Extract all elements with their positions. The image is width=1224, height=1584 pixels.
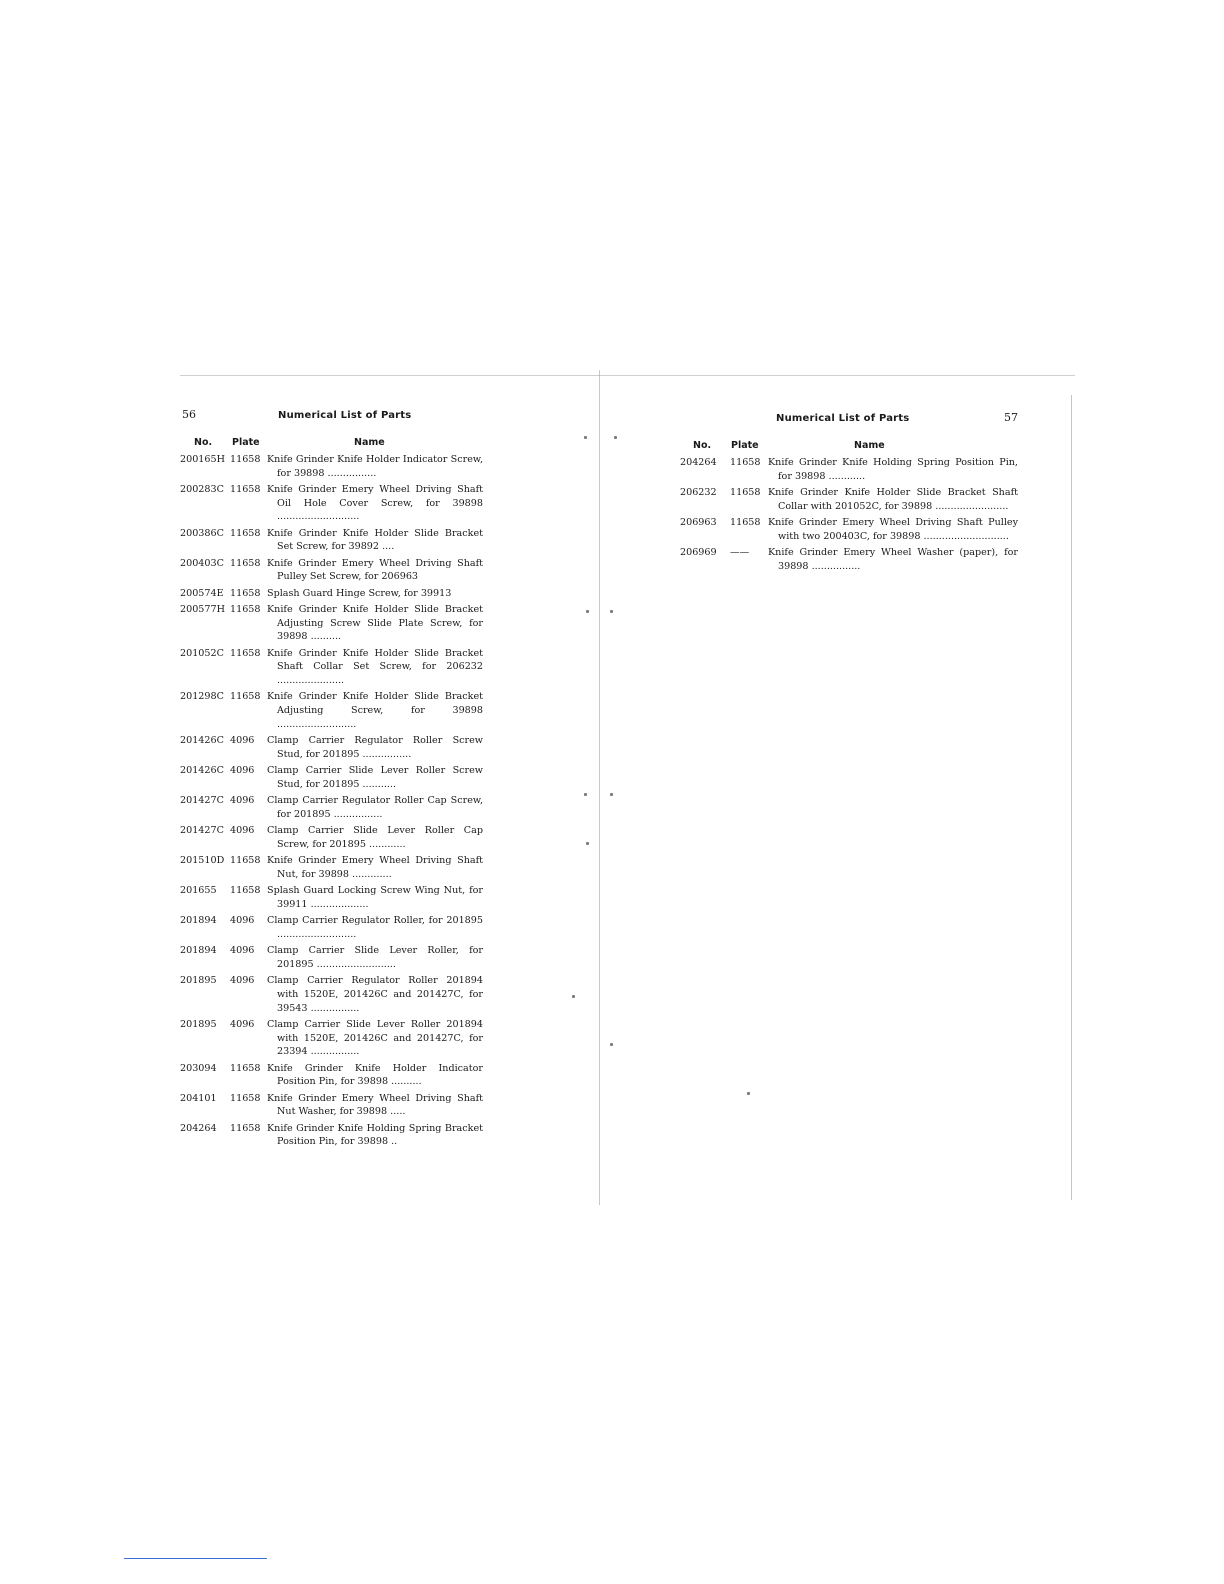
plate-number: 4096 [230, 765, 255, 777]
list-item [178, 944, 483, 971]
list-item [678, 456, 1018, 483]
part-name: Clamp Carrier Slide Lever Roller 201894 with 1520E, 201426C and 201427C, for 23394 ................ [267, 1018, 483, 1058]
plate-number: 4096 [230, 1018, 255, 1030]
part-name: Clamp Carrier Slide Lever Roller Cap Screw, for 201895 ............ [267, 825, 483, 850]
list-item [178, 734, 483, 761]
part-name: Splash Guard Hinge Screw, for 39913 [267, 587, 452, 599]
list-item [178, 647, 483, 688]
part-number: 204101 [180, 1092, 217, 1104]
scan-speck [586, 610, 589, 613]
part-name: Knife Grinder Emery Wheel Driving Shaft Nut Washer, for 39898 ..... [267, 1092, 483, 1118]
part-name: Knife Grinder Knife Holder Indicator Screw, for 39898 ................ [267, 454, 483, 479]
part-number: 200577H [180, 604, 225, 615]
list-item [178, 1092, 483, 1119]
part-number: 201052C [180, 647, 224, 659]
part-name: Knife Grinder Emery Wheel Washer (paper), for 39898 ................ [768, 547, 1018, 572]
plate-number: 11658 [230, 647, 261, 659]
part-number: 201895 [180, 1018, 217, 1030]
scan-speck [584, 793, 587, 796]
part-number: 204264 [680, 457, 717, 468]
scan-speck [572, 995, 575, 998]
part-number: 201426C [180, 765, 224, 777]
part-number: 200165H [180, 454, 225, 465]
list-item [178, 914, 483, 941]
page-title: Numerical List of Parts [776, 413, 910, 424]
list-item [178, 603, 483, 644]
part-number: 201655 [180, 885, 217, 897]
page-number: 56 [182, 408, 196, 421]
plate-number: 11658 [230, 1062, 261, 1074]
part-name: Knife Grinder Knife Holding Spring Position Pin, for 39898 ............ [768, 457, 1018, 482]
column-headers [678, 436, 1018, 456]
part-name: Knife Grinder Emery Wheel Driving Shaft Pulley Set Screw, for 206963 [267, 557, 483, 583]
column-header-name: Name [354, 437, 385, 448]
scan-speck [610, 610, 613, 613]
part-number: 204264 [180, 1122, 217, 1134]
page-edge-line [1071, 395, 1072, 1200]
part-name: Knife Grinder Knife Holder Slide Bracket Adjusting Screw, for 39898 .......................... [267, 691, 483, 730]
plate-number: 11658 [730, 517, 761, 528]
part-number: 200283C [180, 484, 224, 495]
scan-speck [610, 1043, 613, 1046]
plate-number: 11658 [730, 457, 761, 468]
part-name: Knife Grinder Knife Holder Slide Bracket Set Screw, for 39892 .... [267, 527, 483, 553]
list-item [178, 1018, 483, 1059]
plate-number: 4096 [230, 915, 255, 927]
part-number: 201426C [180, 735, 224, 747]
part-number: 201894 [180, 945, 217, 957]
left-page-header [178, 405, 483, 425]
part-number: 206232 [680, 487, 717, 498]
part-number: 201510D [180, 855, 225, 867]
parts-list [178, 453, 483, 1149]
page-number: 57 [1004, 411, 1018, 424]
plate-number: 11658 [230, 484, 261, 495]
scan-speck [610, 793, 613, 796]
column-header-name: Name [854, 440, 885, 451]
bottom-rule [124, 1558, 267, 1559]
plate-number: 11658 [730, 487, 761, 498]
column-header-no: No. [693, 440, 712, 451]
list-item [678, 516, 1018, 543]
plate-number: 11658 [230, 885, 261, 897]
part-name: Knife Grinder Knife Holder Slide Bracket Shaft Collar with 201052C, for 39898 ........................ [768, 487, 1018, 512]
scan-speck [586, 842, 589, 845]
scan-speck [614, 436, 617, 439]
plate-number: 11658 [230, 587, 261, 599]
list-item [178, 1122, 483, 1149]
part-number: 200386C [180, 527, 224, 539]
plate-number: 11658 [230, 454, 261, 465]
plate-number: 4096 [230, 975, 255, 987]
part-name: Knife Grinder Knife Holder Slide Bracket Adjusting Screw Slide Plate Screw, for 39898 .......... [267, 604, 483, 643]
part-number: 203094 [180, 1062, 217, 1074]
right-page [678, 408, 1018, 576]
list-item [178, 764, 483, 791]
part-number: 201894 [180, 915, 217, 927]
list-item [178, 974, 483, 1015]
part-name: Clamp Carrier Slide Lever Roller, for 201895 .......................... [267, 945, 483, 970]
part-name: Knife Grinder Knife Holder Slide Bracket Shaft Collar Set Screw, for 206232 ...................... [267, 647, 483, 687]
part-number: 201427C [180, 795, 224, 807]
part-number: 201427C [180, 825, 224, 837]
list-item [178, 587, 483, 601]
list-item [678, 486, 1018, 513]
page-title: Numerical List of Parts [278, 410, 412, 421]
list-item [178, 854, 483, 881]
plate-number: 11658 [230, 691, 261, 703]
part-name: Clamp Carrier Regulator Roller Cap Screw, for 201895 ................ [267, 795, 483, 820]
list-item [178, 453, 483, 480]
part-name: Clamp Carrier Slide Lever Roller Screw Stud, for 201895 ........... [267, 765, 483, 790]
part-number: 206963 [680, 517, 717, 528]
part-name: Knife Grinder Emery Wheel Driving Shaft Nut, for 39898 ............. [267, 855, 483, 880]
plate-number: 4096 [230, 825, 255, 837]
plate-number: 11658 [230, 1092, 261, 1104]
parts-list [678, 456, 1018, 573]
plate-number: —— [730, 547, 750, 558]
list-item [678, 546, 1018, 573]
plate-number: 11658 [230, 1122, 261, 1134]
list-item [178, 824, 483, 851]
list-item [178, 794, 483, 821]
list-item [178, 527, 483, 554]
column-header-plate: Plate [232, 437, 260, 448]
scan-speck [584, 436, 587, 439]
list-item [178, 557, 483, 584]
list-item [178, 1062, 483, 1089]
part-name: Splash Guard Locking Screw Wing Nut, for 39911 ................... [267, 885, 483, 910]
part-name: Knife Grinder Knife Holder Indicator Position Pin, for 39898 .......... [267, 1062, 483, 1088]
plate-number: 11658 [230, 855, 261, 867]
part-name: Knife Grinder Emery Wheel Driving Shaft Oil Hole Cover Screw, for 39898 ........................... [267, 484, 483, 523]
plate-number: 11658 [230, 604, 261, 615]
list-item [178, 483, 483, 524]
left-page [178, 405, 483, 1152]
part-name: Knife Grinder Knife Holding Spring Bracket Position Pin, for 39898 .. [267, 1122, 483, 1148]
part-number: 201895 [180, 975, 217, 987]
book-gutter [599, 370, 600, 1205]
part-name: Clamp Carrier Regulator Roller Screw Stud, for 201895 ................ [267, 735, 483, 760]
column-header-no: No. [194, 437, 213, 448]
right-page-header [678, 408, 1018, 428]
list-item [178, 884, 483, 911]
part-number: 206969 [680, 547, 717, 558]
plate-number: 11658 [230, 527, 261, 539]
plate-number: 4096 [230, 945, 255, 957]
part-name: Clamp Carrier Regulator Roller 201894 with 1520E, 201426C and 201427C, for 39543 ................ [267, 975, 483, 1014]
part-number: 200403C [180, 557, 224, 569]
top-scan-rule [180, 375, 1075, 376]
column-header-plate: Plate [731, 440, 759, 451]
part-number: 201298C [180, 691, 224, 703]
scan-speck [747, 1092, 750, 1095]
column-headers [178, 433, 483, 453]
part-name: Knife Grinder Emery Wheel Driving Shaft Pulley with two 200403C, for 39898 ............................ [768, 517, 1018, 542]
plate-number: 4096 [230, 795, 255, 807]
part-name: Clamp Carrier Regulator Roller, for 201895 .......................... [267, 915, 483, 940]
part-number: 200574E [180, 587, 224, 599]
plate-number: 4096 [230, 735, 255, 747]
plate-number: 11658 [230, 557, 261, 569]
list-item [178, 690, 483, 731]
